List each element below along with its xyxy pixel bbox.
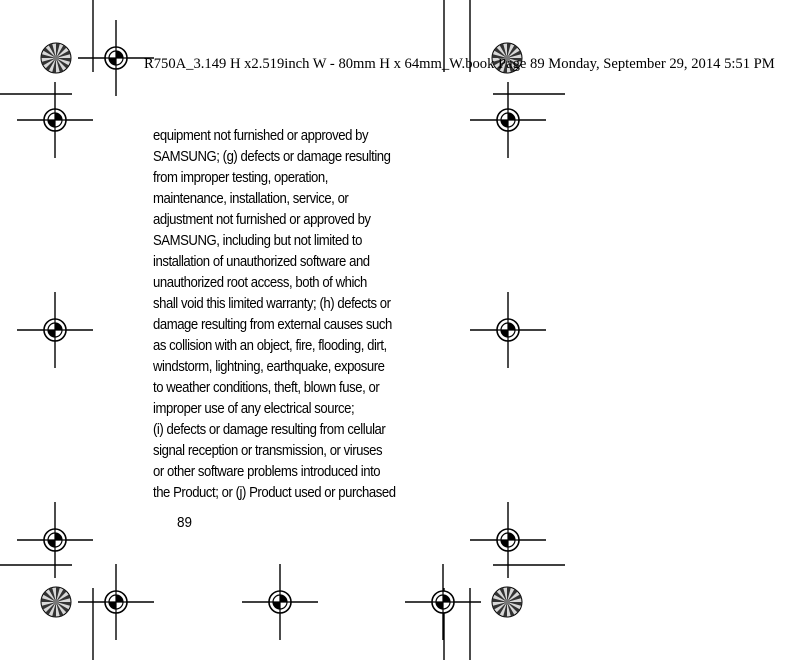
star-target [41,43,71,73]
body-line: adjustment not furnished or approved by [153,212,371,228]
warranty-body-text [153,126,410,504]
star-target [492,587,522,617]
body-line: to weather conditions, theft, blown fuse, or [153,380,380,396]
body-line: SAMSUNG, including but not limited to [153,233,362,249]
registration-target [17,292,93,368]
registration-target [17,502,93,578]
print-slug-header: R750A_3.149 H x2.519inch W - 80mm H x 64mm_W.book Page 89 Monday, September 29, 2014 5:51 PM [144,56,775,72]
registration-target [78,20,154,96]
body-line: from improper testing, operation, [153,170,328,186]
registration-target [470,292,546,368]
registration-target [78,564,154,640]
body-line: windstorm, lightning, earthquake, exposure [153,359,385,375]
page-number: 89 [177,514,193,531]
body-line: damage resulting from external causes such [153,317,392,333]
body-line: unauthorized root access, both of which [153,275,367,291]
body-line: signal reception or transmission, or viruses [153,443,383,459]
body-line: as collision with an object, fire, flooding, dirt, [153,338,387,354]
body-line: improper use of any electrical source; [153,401,355,417]
body-line: installation of unauthorized software and [153,254,370,270]
registration-target [242,564,318,640]
body-line: the Product; or (j) Product used or purchased [153,485,396,501]
body-line: or other software problems introduced into [153,464,381,480]
body-line: shall void this limited warranty; (h) defects or [153,296,391,312]
star-target [41,587,71,617]
body-line: (i) defects or damage resulting from cellular [153,422,386,438]
body-line: equipment not furnished or approved by [153,128,369,144]
registration-target [470,502,546,578]
body-line: maintenance, installation, service, or [153,191,349,207]
body-line: SAMSUNG; (g) defects or damage resulting [153,149,391,165]
